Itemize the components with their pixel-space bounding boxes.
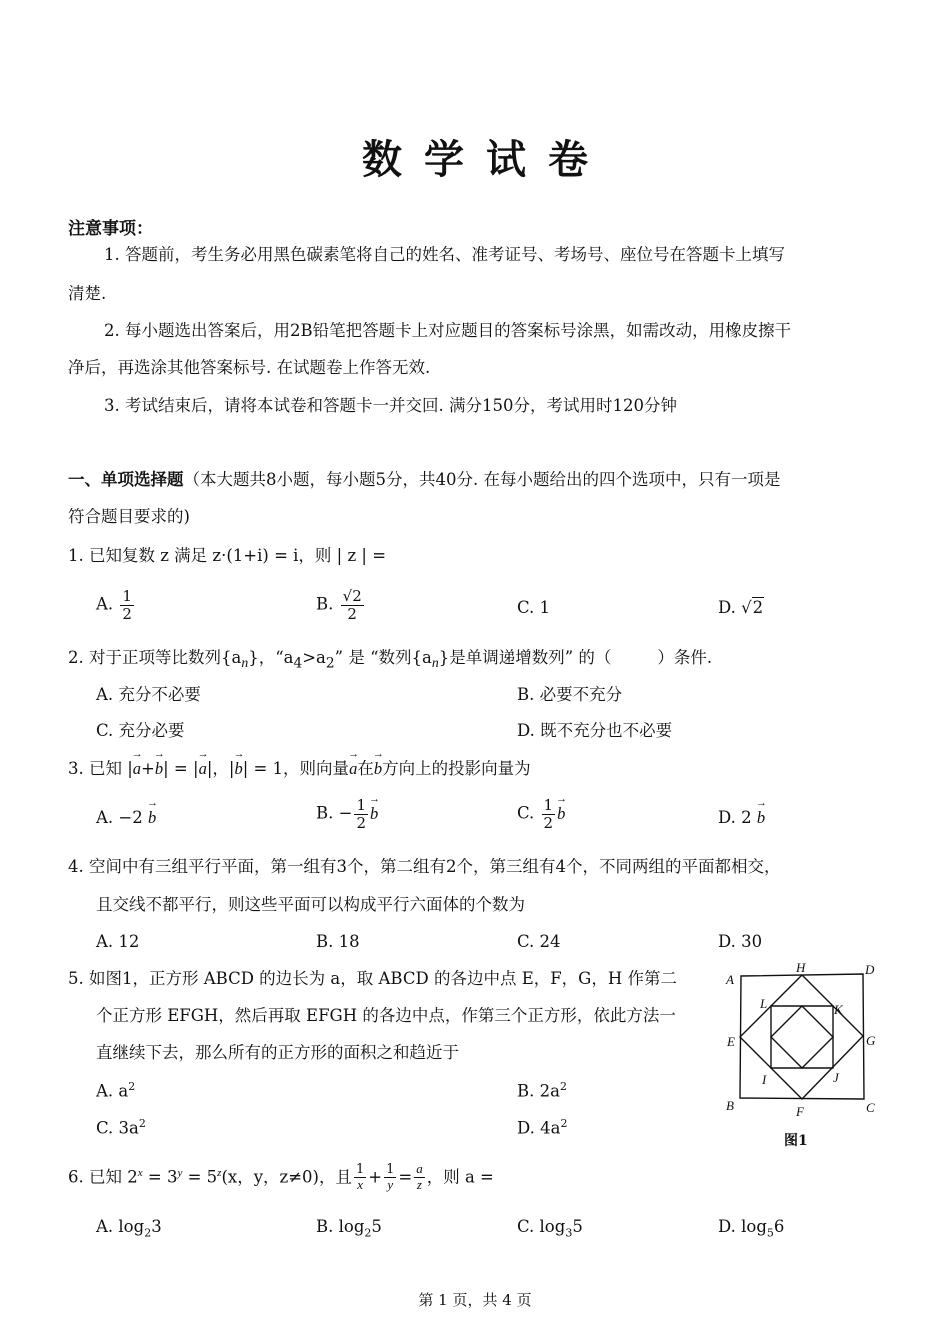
section-heading	[68, 470, 780, 490]
q2-option-a[interactable]: A. 充分不必要	[96, 685, 201, 704]
q1-option-d[interactable]: D. √2	[718, 598, 764, 617]
q3-b-frac: $\frac{1}{2}$	[356, 796, 366, 832]
label-c: C	[866, 1100, 875, 1115]
q1-option-c[interactable]: C. 1	[517, 598, 551, 617]
q2-stem: 2. 对于正项等比数列$\{a_n\}$，“$a_4>a_2$” 是 “数列$\{a_n\}$是单调递增数列” 的（ ）条件.	[68, 648, 713, 672]
q6-option-d[interactable]: D. $\log_56$	[718, 1217, 785, 1240]
q5-stem: 5. 如图1，正方形 ABCD 的边长为 a，取 ABCD 的各边中点 E，F，G，H 作第二	[68, 969, 678, 988]
q2-option-c[interactable]: C. 充分必要	[96, 721, 185, 740]
notice-item-2: 2. 每小题选出答案后，用2B铅笔把答题卡上对应题目的答案标号涂黑，如需改动，用橡皮擦干	[104, 321, 792, 340]
q4-option-d[interactable]: D. 30	[718, 932, 763, 951]
q3-stem: 3. 已知 |→ a+→ b| = |→ a|，|→ b| = 1，则向量→ a在→ b方向上的投影向量为	[68, 759, 531, 779]
page-title: 数学试卷	[362, 136, 610, 183]
q2-option-b[interactable]: B. 必要不充分	[517, 685, 623, 704]
square-fourth	[771, 1006, 833, 1068]
q1-d-label: D.	[718, 598, 736, 617]
label-j: J	[833, 1070, 839, 1085]
q6-stem: 6. 已知 $2^x = 3^y = 5^z(x$，y，z≠0)，且 $\frac{1}{x}$ + $\frac{1}{y}$ = $\frac{a}{z}$ ，则 a =	[68, 1161, 494, 1193]
label-l: L	[760, 996, 768, 1011]
q1-b-frac: $\frac{√2}{2}$	[342, 587, 362, 623]
square-efgh	[740, 975, 863, 1099]
q3-option-a[interactable]: A. −2 → b	[96, 808, 156, 828]
q6-option-c[interactable]: C. $\log_35$	[517, 1217, 583, 1240]
q6-option-b[interactable]: B. $\log_25$	[316, 1217, 382, 1240]
section-title: 一、单项选择题	[68, 470, 184, 489]
q5-option-c[interactable]: C. $3a^2$	[96, 1117, 146, 1138]
section-desc: （本大题共8小题，每小题5分，共40分. 在每小题给出的四个选项中，只有一项是	[183, 470, 781, 489]
q5-option-d[interactable]: D. $4a^2$	[517, 1117, 568, 1138]
label-d: D	[865, 962, 875, 977]
square-abcd	[740, 974, 864, 1099]
q5-option-b[interactable]: B. $2a^2$	[517, 1080, 567, 1101]
label-i: I	[762, 1072, 767, 1087]
q6-option-a[interactable]: A. $\log_23$	[96, 1217, 162, 1240]
label-k: K	[834, 1002, 843, 1017]
notice-item-1: 1. 答题前，考生务必用黑色碳素笔将自己的姓名、准考证号、考场号、座位号在答题卡上填写	[104, 245, 785, 264]
q3-option-b[interactable]: B. − $\frac{1}{2}$ → b	[316, 797, 378, 831]
q1-a-label: A.	[96, 594, 114, 614]
label-h: H	[796, 962, 806, 975]
q4-option-c[interactable]: C. 24	[517, 932, 561, 951]
q5-option-a[interactable]: A. $a^2$	[96, 1080, 136, 1101]
q1-option-b[interactable]	[316, 588, 366, 622]
notice-title: 注意事项：	[68, 219, 153, 239]
figure-1-squares	[722, 962, 886, 1152]
figure-caption: 图1	[784, 1133, 808, 1149]
q1-option-a[interactable]	[96, 588, 136, 622]
label-b: B	[726, 1098, 734, 1113]
section-desc-cont: 符合题目要求的)	[68, 507, 190, 526]
q1-a-frac: $\frac{1}{2}$	[122, 587, 132, 623]
q5-stem-cont-2: 直继续下去，那么所有的正方形的面积之和趋近于	[96, 1043, 459, 1062]
q1-stem: 1. 已知复数 z 满足 z·(1+i) = i，则 | z | =	[68, 546, 387, 565]
label-f: F	[796, 1104, 804, 1119]
q4-option-b[interactable]: B. 18	[316, 932, 360, 951]
q4-stem: 4. 空间中有三组平行平面，第一组有3个，第二组有2个，第三组有4个，不同两组的平面都相交，	[68, 857, 781, 876]
q2-option-d[interactable]: D. 既不充分也不必要	[517, 721, 673, 740]
page-footer: 第 1 页，共 4 页	[418, 1291, 532, 1309]
notice-item-1-cont: 清楚.	[68, 284, 107, 303]
q4-stem-cont: 且交线不都平行，则这些平面可以构成平行六面体的个数为	[96, 895, 525, 914]
q4-option-a[interactable]: A. 12	[96, 932, 140, 951]
q3-option-c[interactable]: C. $\frac{1}{2}$ → b	[517, 797, 565, 831]
q1-b-label: B.	[316, 594, 334, 614]
q3-option-d[interactable]: D. 2 → b	[718, 808, 765, 828]
q3-c-frac: $\frac{1}{2}$	[543, 796, 554, 832]
notice-item-3: 3. 考试结束后，请将本试卷和答题卡一并交回. 满分150分，考试用时120分钟	[104, 396, 677, 415]
label-e: E	[727, 1034, 735, 1049]
square-third	[771, 1006, 833, 1068]
label-a: A	[726, 972, 734, 987]
label-g: G	[866, 1033, 876, 1048]
q5-stem-cont-1: 个正方形 EFGH，然后再取 EFGH 的各边中点，作第三个正方形，依此方法一	[96, 1006, 676, 1025]
notice-item-2-cont: 净后，再选涂其他答案标号. 在试题卷上作答无效.	[68, 358, 431, 377]
